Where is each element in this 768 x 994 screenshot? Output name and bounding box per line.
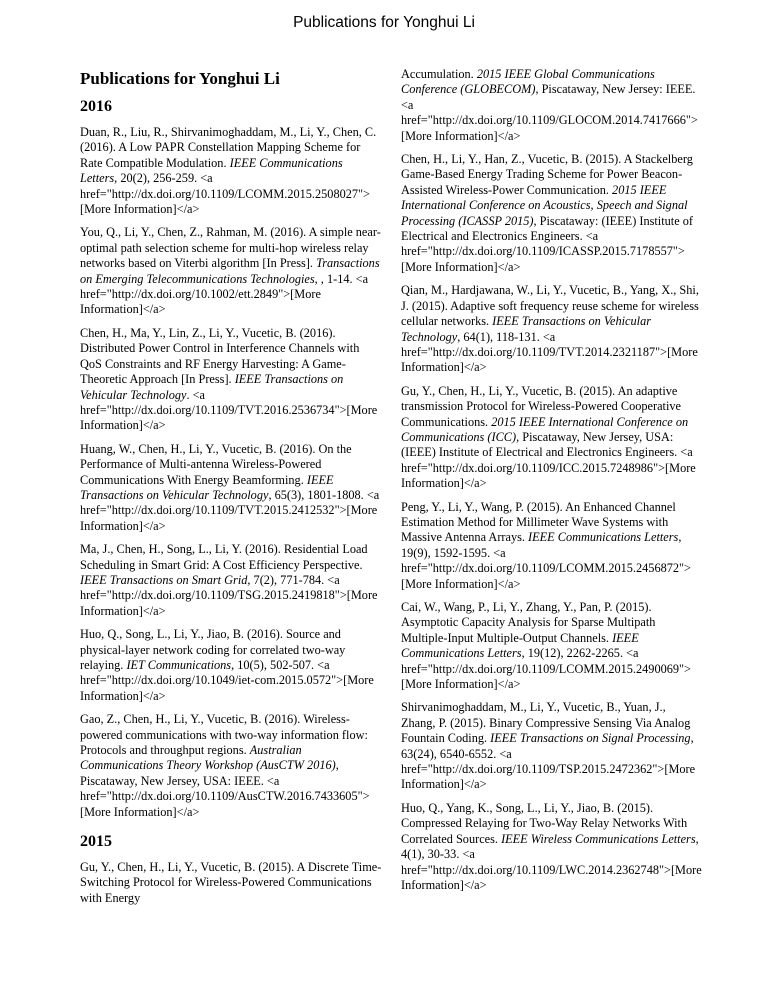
- entry-venue: IEEE Wireless Communications Letters: [501, 831, 696, 846]
- entry-details: , Piscataway, New Jersey, USA: (IEEE) Institute of Electrical and Electronics Engineers. <a href="http://dx.doi.org/10.1109/ICC.2015.7248986">[More Information]</a>: [401, 429, 696, 491]
- entry-citation: Duan, R., Liu, R., Shirvanimoghaddam, M., Li, Y., Chen, C. (2016). A Low PAPR Constellation Mapping Scheme for Rate Compatible Modulation.: [80, 125, 377, 170]
- entry-venue: IET Communications: [126, 658, 232, 672]
- entries-right: [401, 67, 703, 893]
- entry-venue: IEEE Communications Letters: [528, 530, 679, 545]
- publication-entry: [401, 384, 703, 492]
- entry-citation: You, Q., Li, Y., Chen, Z., Rahman, M. (2016). A simple near-optimal path selection scheme for multi-hop wireless relay networks based on Viterbi algorithm [In Press].: [80, 225, 381, 271]
- entry-venue: 2015 IEEE Global Communications Conference (GLOBECOM): [401, 67, 655, 97]
- entry-citation: Gu, Y., Chen, H., Li, Y., Vucetic, B. (2015). A Discrete Time-Switching Protocol for Wireless-Powered Communications with Energy: [80, 860, 382, 905]
- entry-citation: Chen, H., Li, Y., Han, Z., Vucetic, B. (2015). A Stackelberg Game-Based Energy Trading Scheme for Power Beacon-Assisted Wireless-Power Communication.: [401, 152, 693, 197]
- publication-entry: [80, 125, 382, 217]
- entry-venue: IEEE Communications Letters: [401, 630, 639, 661]
- entry-details: , 7(2), 771-784. <a href="http://dx.doi.org/10.1109/TSG.2015.2419818">[More Information]</a>: [80, 572, 378, 618]
- entry-details: . <a href="http://dx.doi.org/10.1109/TVT.2016.2536734">[More Information]</a>: [80, 387, 378, 433]
- entry-details: , 19(12), 2262-2265. <a href="http://dx.doi.org/10.1109/LCOMM.2015.2490069">[More Information]</a>: [401, 646, 691, 692]
- entries-2016: [80, 125, 382, 820]
- year-heading-2015: 2015: [80, 833, 112, 851]
- entry-venue: Australian Communications Theory Workshop (AusCTW 2016): [80, 743, 336, 773]
- publication-entry: [80, 712, 382, 820]
- right-column: [401, 67, 703, 901]
- entry-details: , , 1-14. <a href="http://dx.doi.org/10.1002/ett.2849">[More Information]</a>: [80, 271, 369, 317]
- entry-details: , Piscataway, New Jersey, USA: IEEE. <a href="http://dx.doi.org/10.1109/AusCTW.2016.7433605">[More Information]</a>: [80, 758, 370, 819]
- entry-venue: IEEE Transactions on Vehicular Technology: [401, 314, 651, 344]
- year-heading-2016: 2016: [80, 98, 112, 115]
- left-column: [80, 68, 382, 914]
- entry-venue: IEEE Transactions on Vehicular Technology: [80, 472, 334, 502]
- entry-venue: IEEE Transactions on Smart Grid: [80, 572, 248, 587]
- entry-citation: Huo, Q., Song, L., Li, Y., Jiao, B. (2016). Source and physical-layer network coding for correlated two-way relaying.: [80, 627, 346, 672]
- entry-venue: IEEE Transactions on Vehicular Technology: [80, 372, 344, 402]
- publication-entry: [80, 860, 382, 906]
- publication-entry: [80, 542, 382, 619]
- page-header: Publications for Yonghui Li: [293, 14, 475, 31]
- publication-entry: [401, 700, 703, 792]
- entry-details: , 10(5), 502-507. <a href="http://dx.doi.org/10.1049/iet-com.2015.0572">[More Information]</a>: [80, 658, 374, 703]
- entry-citation: Huo, Q., Yang, K., Song, L., Li, Y., Jiao, B. (2015). Compressed Relaying for Two-Way Relay Networks With Correlated Sources.: [401, 800, 688, 846]
- entry-details: , Piscataway, New Jersey: IEEE. <a href="http://dx.doi.org/10.1109/GLOCOM.2014.7417666">[More Information]</a>: [401, 82, 698, 143]
- document-title: Publications for Yonghui Li: [80, 69, 280, 88]
- entry-details: , 65(3), 1801-1808. <a href="http://dx.doi.org/10.1109/TVT.2015.2412532">[More Information]</a>: [80, 487, 380, 533]
- publication-entry: [80, 627, 382, 704]
- entry-citation: Gu, Y., Chen, H., Li, Y., Vucetic, B. (2015). An adaptive transmission Protocol for Wireless-Powered Cooperative Communications.: [401, 383, 682, 429]
- entry-details: , 64(1), 118-131. <a href="http://dx.doi.org/10.1109/TVT.2014.2321187">[More Information]</a>: [401, 329, 698, 375]
- entry-citation: Huang, W., Chen, H., Li, Y., Vucetic, B. (2016). On the Performance of Multi-antenna Wireless-Powered Communications With Energy Beamforming.: [80, 441, 352, 487]
- entry-details: , 20(2), 256-259. <a href="http://dx.doi.org/10.1109/LCOMM.2015.2508027">[More Information]</a>: [80, 171, 370, 217]
- entry-venue: IEEE Communications Letters: [80, 155, 343, 186]
- entry-details: , 4(1), 30-33. <a href="http://dx.doi.org/10.1109/LWC.2014.2362748">[More Information]</a>: [401, 831, 702, 892]
- publication-entry: [401, 801, 703, 893]
- entry-citation: Qian, M., Hardjawana, W., Li, Y., Vucetic, B., Yang, X., Shi, J. (2015). Adaptive soft frequency reuse scheme for wireless cellular networks.: [401, 283, 699, 329]
- entry-citation: Accumulation.: [401, 67, 477, 81]
- entry-details: , 19(9), 1592-1595. <a href="http://dx.doi.org/10.1109/LCOMM.2015.2456872">[More Information]</a>: [401, 530, 691, 591]
- entry-details: , Piscataway: (IEEE) Institute of Electrical and Electronics Engineers. <a href="http://dx.doi.org/10.1109/ICASSP.2015.7178557">[More Information]</a>: [401, 213, 693, 274]
- entry-venue: Transactions on Emerging Telecommunications Technologies: [80, 256, 380, 286]
- publication-entry: [401, 152, 703, 275]
- entry-details: , 63(24), 6540-6552. <a href="http://dx.doi.org/10.1109/TSP.2015.2472362">[More Information]</a>: [401, 731, 696, 792]
- entries-2015-left: [80, 860, 382, 906]
- publication-entry: [80, 442, 382, 534]
- publication-entry: [401, 500, 703, 592]
- publication-entry: [401, 283, 703, 375]
- entry-citation: Ma, J., Chen, H., Song, L., Li, Y. (2016). Residential Load Scheduling in Smart Grid: A Cost Efficiency Perspective.: [80, 542, 368, 572]
- entry-citation: Shirvanimoghaddam, M., Li, Y., Vucetic, B., Yuan, J., Zhang, P. (2015). Binary Compressive Sensing Via Analog Fountain Coding.: [401, 700, 691, 746]
- publication-entry: [401, 600, 703, 692]
- entry-citation: Chen, H., Ma, Y., Lin, Z., Li, Y., Vucetic, B. (2016). Distributed Power Control in Interference Channels with QoS Constraints and RF Energy Harvesting: A Game-Theoretic Approach [In Press].: [80, 325, 360, 387]
- entry-citation: Cai, W., Wang, P., Li, Y., Zhang, Y., Pan, P. (2015). Asymptotic Capacity Analysis for Sparse Multipath Multiple-Input Multiple-Output Channels.: [401, 600, 656, 645]
- entry-venue: IEEE Transactions on Signal Processing: [490, 731, 691, 746]
- publication-entry: [80, 225, 382, 317]
- entry-venue: 2015 IEEE International Conference on Communications (ICC): [401, 414, 689, 444]
- entry-citation: Peng, Y., Li, Y., Wang, P. (2015). An Enhanced Channel Estimation Method for Millimeter Wave Systems with Massive Antenna Arrays.: [401, 499, 676, 545]
- publication-entry: [401, 67, 703, 144]
- entry-citation: Gao, Z., Chen, H., Li, Y., Vucetic, B. (2016). Wireless-powered communications with two-way information flow: Protocols and throughput regions.: [80, 712, 368, 758]
- publication-entry: [80, 326, 382, 434]
- entry-venue: 2015 IEEE International Conference on Acoustics, Speech and Signal Processing (ICASSP 2015): [401, 182, 688, 228]
